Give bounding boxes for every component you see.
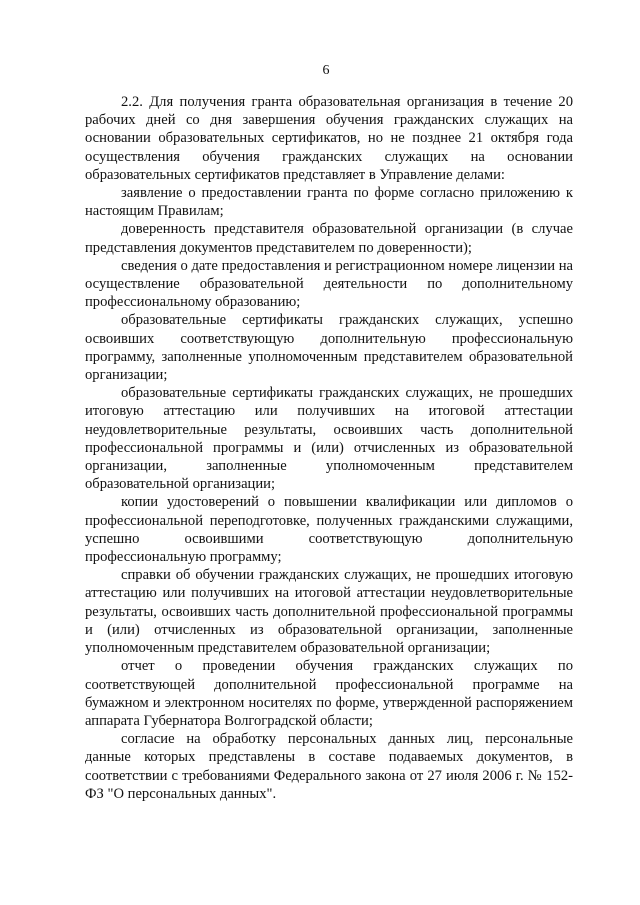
list-item-grant-application: заявление о предоставлении гранта по форме согласно приложению к настоящим Правилам; — [85, 185, 573, 220]
list-item-diploma-copies: копии удостоверений о повышении квалификации или дипломов о профессиональной переподготовке, полученных гражданскими служащими, успешно освоившими соответствующую дополнительную профессиональную программу; — [85, 494, 573, 566]
list-item-training-report: отчет о проведении обучения гражданских служащих по соответствующей дополнительной профессиональной программе на бумажном и электронном носителях по форме, утвержденной распоряжением аппарата Губернатора Волгоградской области; — [85, 658, 573, 729]
list-item-certificates-not-completed: образовательные сертификаты гражданских служащих, не прошедших итоговую аттестацию или получивших на итоговой аттестации неудовлетворительные результаты, освоивших часть дополнительной профессиональной программы и (или) отчисленных из образовательной организации, заполненные уполномоченным представителем образовательной организации; — [85, 385, 573, 493]
list-item-certificates-completed: образовательные сертификаты гражданских служащих, успешно освоивших соответствующую дополнительную профессиональную программу, заполненные уполномоченным представителем образовательной организации; — [85, 312, 573, 384]
document-body — [85, 93, 573, 803]
list-item-license-info: сведения о дате предоставления и регистрационном номере лицензии на осуществление образовательной деятельности по дополнительному профессиональному образованию; — [85, 257, 573, 311]
list-item-power-of-attorney: доверенность представителя образовательной организации (в случае представления документов представителем по доверенности); — [85, 221, 573, 256]
paragraph-intro: 2.2. Для получения гранта образовательная организация в течение 20 рабочих дней со дня завершения обучения гражданских служащих на основании образовательных сертификатов, но не позднее 21 октября года осуществления обучения гражданских служащих на основании образовательных сертификатов представляет в Управление делами: — [85, 94, 573, 183]
page-number: 6 — [322, 63, 330, 78]
list-item-personal-data-consent: согласие на обработку персональных данных лиц, персональные данные которых представлены в составе подаваемых документов, в соответствии с требованиями Федерального закона от 27 июля 2006 г. № 152-ФЗ "О персональных данных". — [85, 731, 573, 802]
list-item-training-certificates: справки об обучении гражданских служащих, не прошедших итоговую аттестацию или получивших на итоговой аттестации неудовлетворительные результаты, освоивших часть дополнительной профессиональной программы и (или) отчисленных из образовательной организации, заполненные уполномоченным представителем образовательной организации; — [85, 567, 573, 657]
